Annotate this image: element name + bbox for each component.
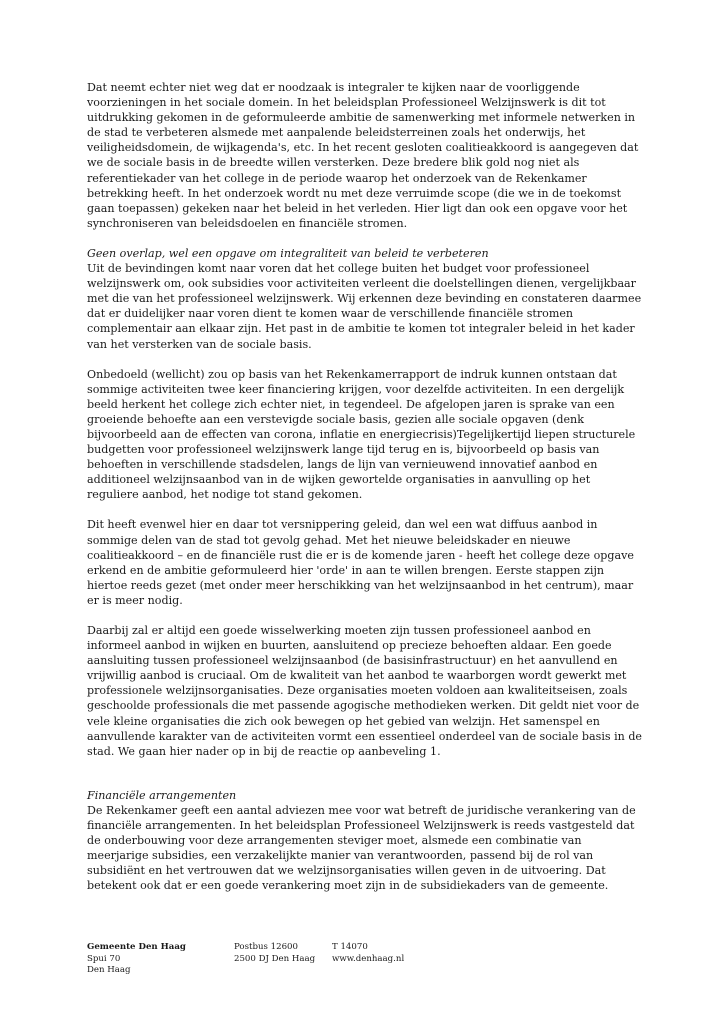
heading-financiele-arrangementen: Financiële arrangementen bbox=[87, 788, 237, 802]
footer-address bbox=[87, 942, 186, 977]
paragraph-bevindingen: Uit de bevindingen komt naar voren dat het college buiten het budget voor professioneel welzijnswerk om, ook subsidies voor activiteiten verleent die doelstellingen dienen, vergelijkbaar met die van het professioneel welzijnswerk. Wij erkennen deze bevinding en constateren daarmee dat er duidelijker naar voren dient te komen waar de verschillende financiële stromen complementair aan elkaar zijn. Het past in de ambitie te komen tot integraler beleid in het kader van het versterken van de sociale basis. bbox=[87, 262, 642, 351]
paragraph-rekenkamer-adviezen: De Rekenkamer geeft een aantal adviezen mee voor wat betreft de juridische verankering van de financiële arrangementen. In het beleidsplan Professioneel Welzijnswerk is reeds vastgesteld dat de onderbouwing voor deze arrangementen steviger moet, alsmede een combinatie van meerjarige subsidies, een verzakelijkte manier van verantwoorden, passend bij de rol van subsidiënt en het vertrouwen dat we welzijnsorganisaties willen geven in de uitvoering. Dat betekent ook dat er een goede verankering moet zijn in de subsidiekaders van de gemeente. bbox=[87, 803, 636, 893]
footer-contact bbox=[332, 942, 404, 965]
paragraph-intro: Dat neemt echter niet weg dat er noodzaak is integraler te kijken naar de voorliggende voorzieningen in het sociale domein. In het beleidsplan Professioneel Welzijnswerk is dit tot uitdrukking gekomen in de geformuleerde ambitie de samenwerking met informele netwerken in de stad te verbeteren alsmede met aanpalende beleidsterreinen zoals het onderwijs, het veiligheidsdomein, de wijkagenda's, etc. In het recent gesloten coalitieakkoord is aangegeven dat we de sociale basis in de breedte willen versterken. Deze bredere blik gold nog niet als referentiekader van het college in de periode waarop het onderzoek van de Rekenkamer betrekking heeft. In het onderzoek wordt nu met deze verruimde scope (die we in de toekomst gaan toepassen) gekeken naar het beleid in het verleden. Hier ligt dan ook een opgave voor het synchroniseren van beleidsdoelen en financiële stromen. bbox=[87, 81, 639, 230]
heading-geen-overlap: Geen overlap, wel een opgave om integraliteit van beleid te verbeteren bbox=[87, 246, 489, 260]
footer-phone: T 14070 bbox=[332, 942, 368, 952]
footer-postal bbox=[234, 942, 315, 965]
footer-city: Den Haag bbox=[87, 965, 131, 976]
paragraph-versnippering: Dit heeft evenwel hier en daar tot versnippering geleid, dan wel een wat diffuus aanbod in sommige delen van de stad tot gevolg gehad. Met het nieuwe beleidskader en nieuwe coalitieakkoord – en de financiële rust die er is de komende jaren - heeft het college deze opgave erkend en de ambitie geformuleerd hier 'orde' in aan te willen brengen. Eerste stappen zijn hiertoe reeds gezet (met onder meer herschikking van het welzijnsaanbod in het centrum), maar er is meer nodig. bbox=[87, 518, 634, 607]
footer-postcode: 2500 DJ Den Haag bbox=[234, 953, 316, 964]
footer-org-name: Gemeente Den Haag bbox=[87, 942, 186, 952]
footer-postbus: Postbus 12600 bbox=[234, 942, 298, 952]
footer-street: Spui 70 bbox=[87, 953, 121, 964]
spacer bbox=[87, 774, 643, 788]
paragraph-onbedoeld: Onbedoeld (wellicht) zou op basis van het Rekenkamerrapport de indruk kunnen ontstaan dat sommige activiteiten twee keer financiering krijgen, voor dezelfde activiteiten. In een dergelijk beeld herkent het college zich echter niet, in tegendeel. De afgelopen jaren is sprake van een groeiende behoefte aan een verstevigde sociale basis, gezien alle sociale opgaven (denk bijvoorbeeld aan de effecten van corona, inflatie en energiecrisis)Tegelijkertijd liepen structurele budgetten voor professioneel welzijnswerk lange tijd terug en is, bijvoorbeeld op basis van behoeften in verschillende stadsdelen, langs de lijn van vernieuwend innovatief aanbod en additioneel welzijnsaanbod van in de wijken gewortelde organisaties in aanvulling op het reguliere aanbod, het nodige tot stand gekomen. bbox=[87, 367, 636, 502]
document-body bbox=[87, 80, 643, 894]
footer-website-link[interactable]: www.denhaag.nl bbox=[332, 953, 405, 964]
paragraph-wisselwerking: Daarbij zal er altijd een goede wisselwerking moeten zijn tussen professioneel aanbod en informeel aanbod in wijken en buurten, aansluitend op precieze behoeften aldaar. Een goede aansluiting tussen professioneel welzijnsaanbod (de basisinfrastructuur) en het aanvullend en vrijwillig aanbod is cruciaal. Om de kwaliteit van het aanbod te waarborgen wordt gewerkt met professionele welzijnsorganisaties. Deze organisaties moeten voldoen aan kwaliteitseisen, zoals geschoolde professionals die met passende agogische methodieken werken. Dit geldt niet voor de vele kleine organisaties die zich ook bewegen op het gebied van welzijn. Het samenspel en aanvullende karakter van de activiteiten vormt een essentieel onderdeel van de sociale basis in de stad. We gaan hier nader op in bij de reactie op aanbeveling 1. bbox=[87, 624, 642, 758]
